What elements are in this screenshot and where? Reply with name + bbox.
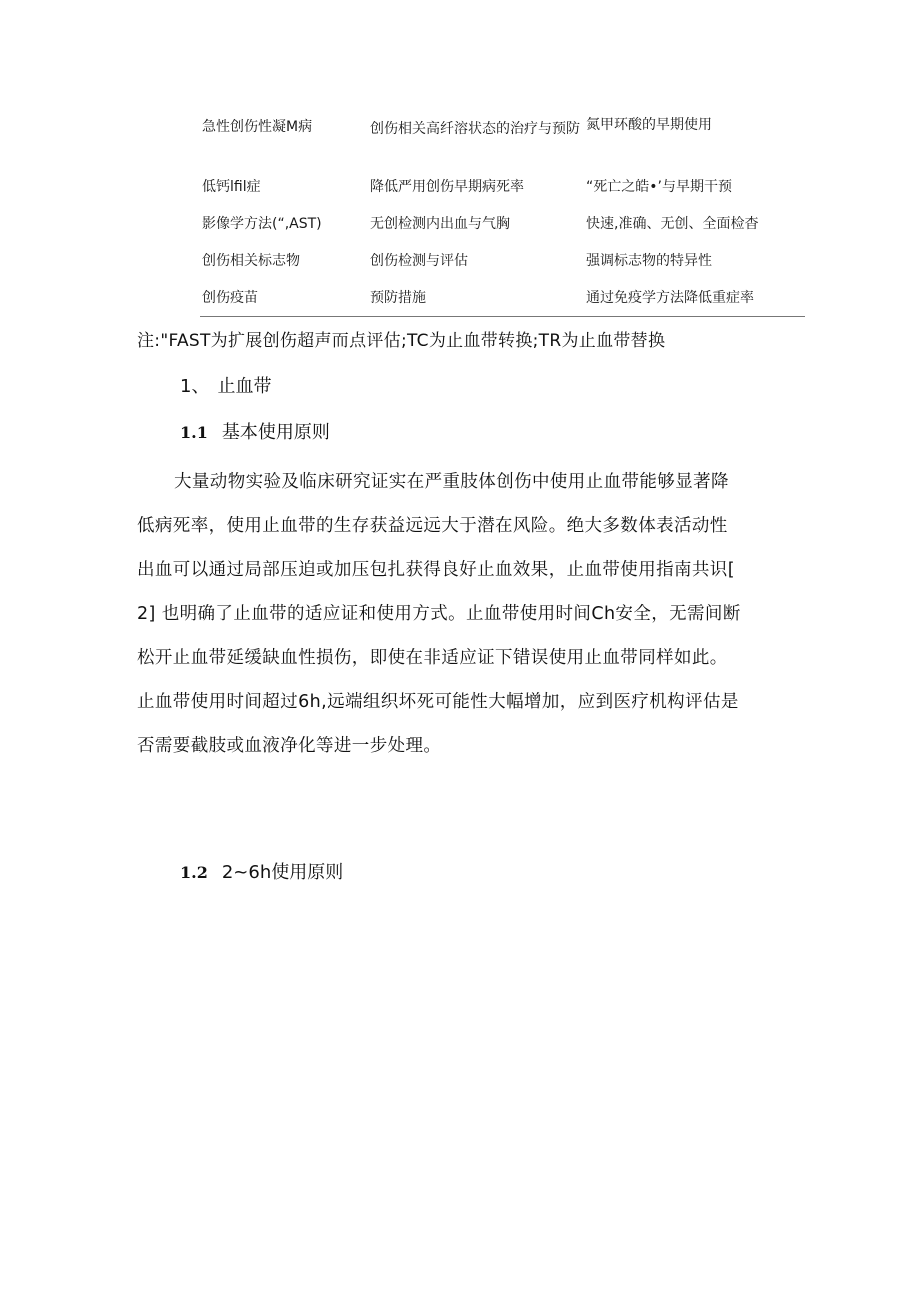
paragraph-line: 否需要截肢或血液净化等进一步处理。 bbox=[137, 736, 442, 756]
section-heading-1 bbox=[180, 372, 271, 398]
paragraph-line: 松开止血带延缓缺血性损伤，即使在非适应证下错误使用止血带同样如此。 bbox=[137, 648, 728, 668]
table-cell: 影像学方法(“,AST) bbox=[202, 216, 322, 232]
table-cell: 强调标志物的特异性 bbox=[586, 253, 712, 269]
table-row bbox=[200, 213, 805, 250]
section-number: 1.2 bbox=[180, 863, 208, 882]
paragraph-line: 2] 也明确了止血带的适应证和使用方式。止血带使用时间Ch安全，无需间断 bbox=[137, 604, 741, 624]
section-title: 止血带 bbox=[217, 376, 272, 397]
table-cell: 氮甲环酸的早期使用 bbox=[586, 117, 712, 133]
table-bottom-rule bbox=[200, 316, 805, 317]
table-cell: 降低严用创伤早期病死率 bbox=[370, 179, 524, 195]
table-cell: 创伤相关标志物 bbox=[202, 253, 300, 269]
table-cell: 创伤相关高纤溶状态的治疗与预防 bbox=[370, 121, 580, 137]
section-number: 1.1 bbox=[180, 423, 208, 442]
summary-table bbox=[200, 108, 805, 306]
section-title: 2~6h使用原则 bbox=[221, 862, 344, 883]
table-row bbox=[200, 176, 805, 213]
table-cell: 快速,准确、无创、全面检杳 bbox=[586, 216, 759, 232]
table-cell: 预防措施 bbox=[370, 290, 426, 306]
table-cell: 创伤疫苗 bbox=[202, 290, 258, 306]
table-row bbox=[200, 108, 805, 145]
table-row bbox=[200, 287, 805, 324]
section-number: 1、 bbox=[180, 376, 210, 397]
table-cell: “死亡之皓•’与早期干预 bbox=[586, 179, 732, 195]
table-row bbox=[200, 250, 805, 287]
table-cell: 通过免疫学方法降低重症率 bbox=[586, 290, 754, 306]
section-heading-1-1 bbox=[180, 418, 330, 444]
table-cell: 创伤检测与评估 bbox=[370, 253, 468, 269]
table-cell: 低钙lfil症 bbox=[202, 179, 261, 195]
table-cell: 无创检测内出血与气胸 bbox=[370, 216, 510, 232]
table-cell: 急性创伤性凝M病 bbox=[202, 119, 313, 135]
table-footnote: 注:"FAST为扩展创伤超声而点评估;TC为止血带转换;TR为止血带替换 bbox=[137, 331, 666, 351]
body-paragraph bbox=[137, 460, 807, 768]
section-title: 基本使用原则 bbox=[221, 422, 330, 443]
section-heading-1-2 bbox=[180, 858, 343, 884]
paragraph-line: 止血带使用时间超过6h,远端组织坏死可能性大幅增加，应到医疗机构评估是 bbox=[137, 692, 739, 712]
paragraph-line: 低病死率，使用止血带的生存获益远远大于潜在风险。绝大多数体表活动性 bbox=[137, 516, 728, 536]
paragraph-line: 出血可以通过局部压迫或加压包扎获得良好止血效果，止血带使用指南共识[ bbox=[137, 560, 735, 580]
paragraph-line: 大量动物实验及临床研究证实在严重肢体创伤中使用止血带能够显著降 bbox=[174, 472, 729, 492]
